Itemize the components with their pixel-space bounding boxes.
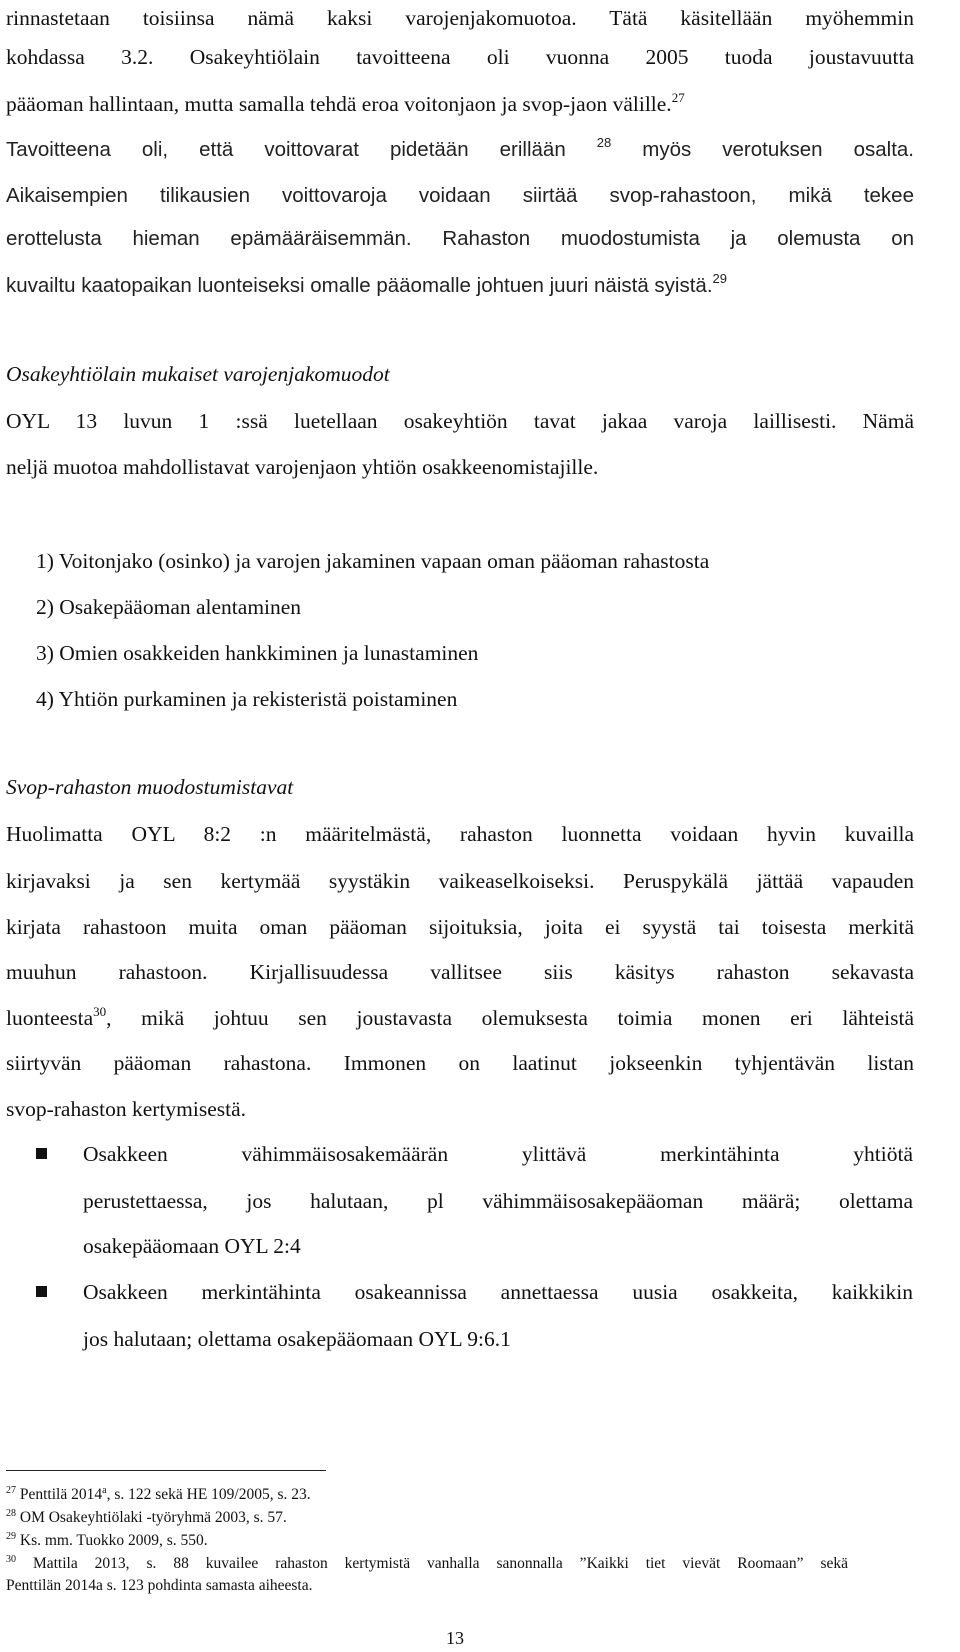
footnote-number: 28 [6,1508,16,1519]
paragraph-text: luonteesta [6,1006,94,1030]
footnote-text: OM Osakeyhtiölaki -työryhmä 2003, s. 57. [19,1509,287,1526]
paragraph-line: svop-rahaston kertymisestä. [6,1097,247,1121]
footnote-text: Mattila 2013, s. 88 kuvailee rahaston kertymistä vanhalla sanonnalla ”Kaikki tiet vievät Roomaan” sekä [32,1555,849,1572]
section-heading: Svop-rahaston muodostumistavat [6,775,294,799]
footnote-text: , s. 122 sekä HE 109/2005, s. 23. [106,1486,311,1503]
bullet-line: perustettaessa, jos halutaan, pl vähimmäisosakepääoman määrä; olettama [83,1189,913,1213]
footnote-separator [6,1470,326,1471]
footnote-superscript: a [102,1485,107,1496]
bullet-line: osakepääomaan OYL 2:4 [83,1234,301,1258]
footnote-text: Ks. mm. Tuokko 2009, s. 550. [19,1532,208,1549]
paragraph-line [6,271,727,301]
footnote [6,1508,287,1528]
page-number: 13 [446,1628,464,1648]
footnote-ref: 28 [596,135,612,150]
bullet-line: Osakkeen merkintähinta osakeannissa annettaessa uusia osakkeita, kaikkikin [83,1280,913,1304]
paragraph-text: , mikä johtuu sen joustavasta olemuksesta toimia monen eri lähteistä [106,1006,914,1030]
square-bullet-icon [36,1286,47,1297]
list-item: 2) Osakepääoman alentaminen [36,595,302,619]
paragraph-line: kohdassa 3.2. Osakeyhtiölain tavoitteena oli vuonna 2005 tuoda joustavuutta [6,45,914,69]
list-item: 3) Omien osakkeiden hankkiminen ja lunastaminen [36,641,479,665]
footnote-number: 27 [6,1485,16,1496]
footnote-ref: 27 [671,90,685,105]
footnote-number: 29 [6,1531,16,1542]
section-heading: Osakeyhtiölain mukaiset varojenjakomuodot [6,362,390,386]
paragraph-line: Huolimatta OYL 8:2 :n määritelmästä, rahaston luonnetta voidaan hyvin kuvailla [6,822,914,846]
footnote [6,1531,208,1551]
bullet-line: Osakkeen vähimmäisosakemäärän ylittävä merkintähinta yhtiötä [83,1142,913,1166]
paragraph-text: myös verotuksen osalta. [642,138,914,161]
paragraph-line: erottelusta hieman epämääräisemmän. Rahaston muodostumista ja olemusta on [6,227,914,250]
footnote-text: Penttilä 2014 [19,1486,103,1503]
footnote-number: 30 [6,1554,16,1565]
footnote-continuation: Penttilän 2014a s. 123 pohdinta samasta aiheesta. [6,1577,313,1594]
paragraph-line: Aikaisempien tilikausien voittovaroja voidaan siirtää svop-rahastoon, mikä tekee [6,184,914,207]
paragraph-text: kuvailtu kaatopaikan luonteiseksi omalle pääomalle johtuen juuri näistä syistä. [6,274,713,297]
paragraph-text: pääoman hallintaan, mutta samalla tehdä eroa voitonjaon ja svop-jaon välille. [6,92,672,116]
footnote-ref: 29 [712,271,727,286]
paragraph-line: neljä muotoa mahdollistavat varojenjaon yhtiön osakkeenomistajille. [6,455,599,479]
footnote [6,1554,848,1574]
bullet-line: jos halutaan; olettama osakepääomaan OYL 9:6.1 [83,1327,511,1351]
square-bullet-icon [36,1148,47,1159]
paragraph-line: rinnastetaan toisiinsa nämä kaksi varojenjakomuotoa. Tätä käsitellään myöhemmin [6,6,914,30]
paragraph-line: kirjata rahastoon muita oman pääoman sijoituksia, joita ei syystä tai toisesta merkitä [6,915,914,939]
footnote [6,1485,311,1505]
list-item: 1) Voitonjako (osinko) ja varojen jakaminen vapaan oman pääoman rahastosta [36,549,710,573]
list-item: 4) Yhtiön purkaminen ja rekisteristä poistaminen [36,687,458,711]
paragraph-line: kirjavaksi ja sen kertymää syystäkin vaikeaselkoiseksi. Peruspykälä jättää vapauden [6,869,914,893]
paragraph-line [6,1003,914,1033]
paragraph-line [6,89,685,119]
paragraph-text: Tavoitteena oli, että voittovarat pidetään erillään [6,138,566,161]
paragraph-line: muuhun rahastoon. Kirjallisuudessa vallitsee siis käsitys rahaston sekavasta [6,960,914,984]
paragraph-line: OYL 13 luvun 1 :ssä luetellaan osakeyhtiön tavat jakaa varoja laillisesti. Nämä [6,409,914,433]
footnote-ref: 30 [93,1004,107,1019]
paragraph-line [6,135,914,165]
paragraph-line: siirtyvän pääoman rahastona. Immonen on laatinut jokseenkin tyhjentävän listan [6,1051,914,1075]
